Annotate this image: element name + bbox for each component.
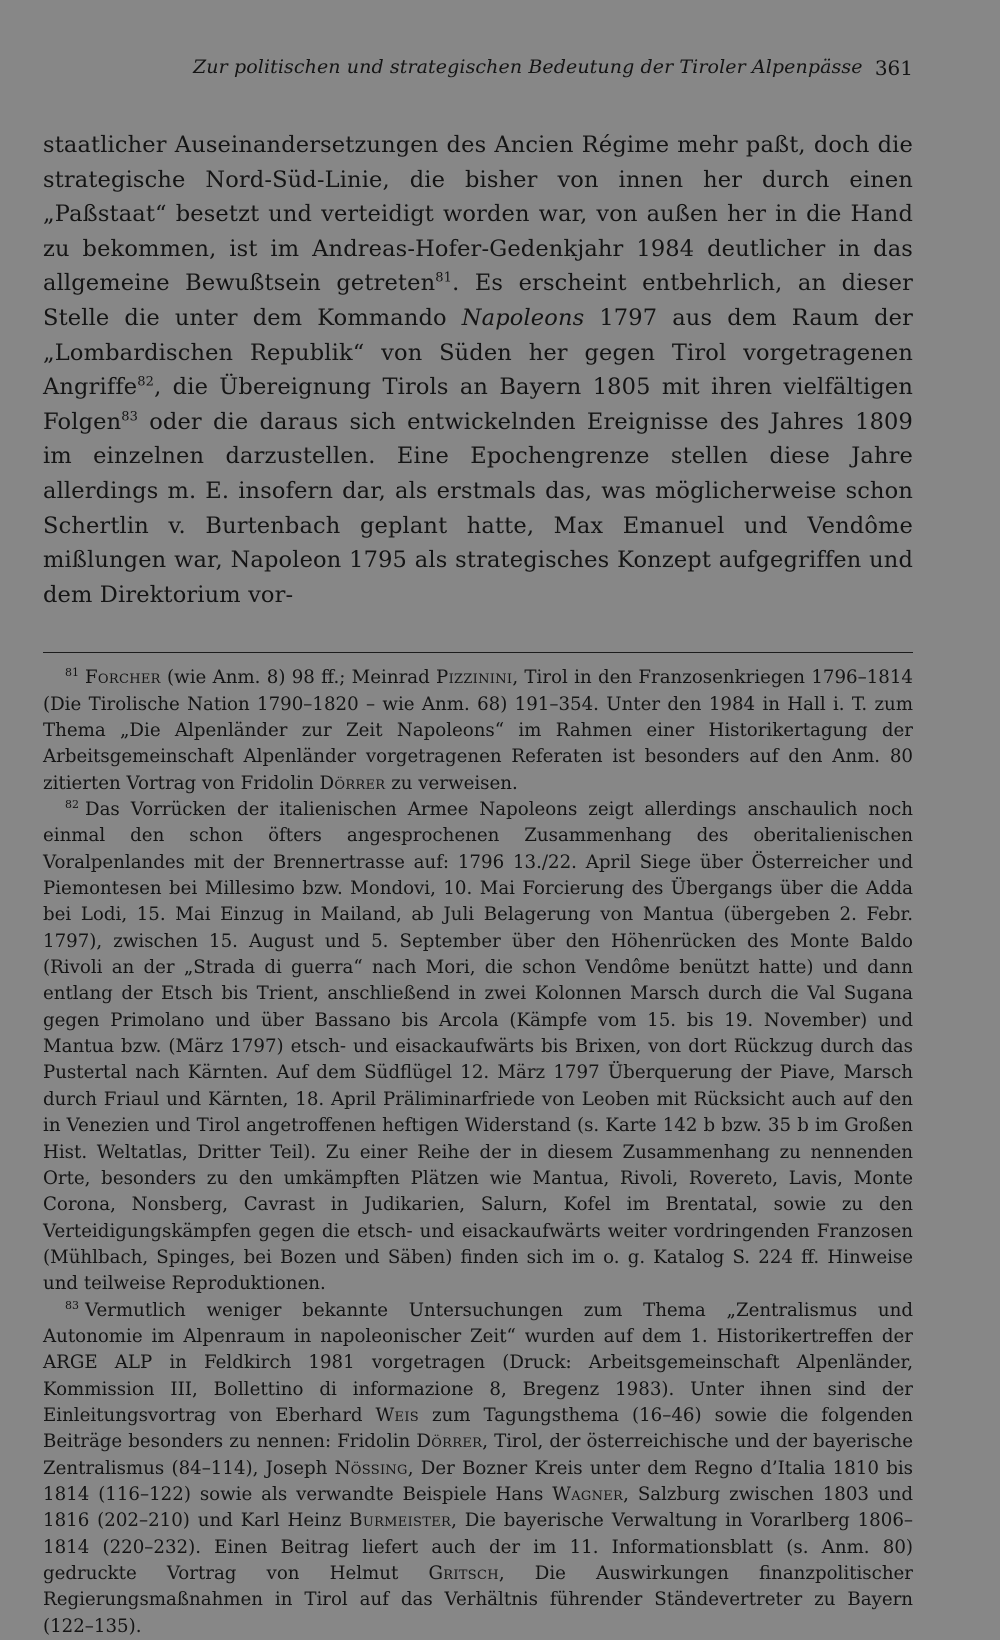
footnote-text: , Salzburg zwischen 1803 und 1816 (202–210) und Karl Heinz — [43, 1483, 913, 1532]
running-head — [43, 52, 913, 92]
footnote-number: 82 — [65, 797, 79, 811]
footnotes — [43, 665, 913, 1640]
author-name: Weis — [375, 1404, 419, 1426]
author-name: Dörrer — [416, 1431, 483, 1453]
author-name: Dörrer — [319, 772, 386, 794]
body-text-segment: , die Übereignung Tirols an Bayern 1805 mit ihren vielfältigen Folgen — [43, 374, 913, 435]
author-name: Forcher — [85, 667, 161, 689]
footnote-text: zum Tagungsthema (16–46) sowie die folgenden Beiträge besonders zu nennen: Fridolin — [43, 1404, 913, 1453]
body-text-segment: oder die daraus sich entwickelnden Ereignisse des Jahres 1809 im einzelnen darzustellen. Eine Epochengrenze stellen diese Jahre allerdings m. E. insofern dar, als erstmals das, was möglicherweise schon Schertlin v. Burtenbach geplant hatte, Max Emanuel und Vendôme mißlungen war, Napoleon 1795 als strategisches Konzept aufgegriffen und dem Direktorium vor- — [43, 408, 913, 608]
footnote-text: Das Vorrücken der italienischen Armee Napoleons zeigt allerdings anschaulich noch einmal den schon öfters angesprochenen Zusammenhang des oberitalienischen Voralpenlandes mit der Brennertrasse auf: 1796 13./22. April Siege über Österreicher und Piemontesen bei Millesimo bzw. Mondovi, 10. Mai Forcierung des Übergangs über die Adda bei Lodi, 15. Mai Einzug in Mailand, ab Juli Belagerung von Mantua (übergeben 2. Febr. 1797), zwischen 15. August und 5. September über den Höhenrücken des Monte Baldo (Rivoli an der „Strada di guerra“ nach Mori, die schon Vendôme benützt hatte) und dann entlang der Etsch bis Trient, anschließend in zwei Kolonnen Marsch durch die Val Sugana gegen Primolano und über Bassano bis Arcola (Kämpfe vom 15. bis 19. November) und Mantua bzw. (März 1797) etsch- und eisackaufwärts bis Brixen, von dort Rückzug durch das Pustertal nach Kärnten. Auf dem Südflügel 12. März 1797 Überquerung der Piave, Marsch durch Friaul und Kärnten, 18. April Präliminarfriede von Leoben mit Rücksicht auch auf den in Venezien und Tirol angetroffenen heftigen Widerstand (s. Karte 142 b bzw. 35 b im Großen Hist. Weltatlas, Dritter Teil). Zu einer Reihe der in diesem Zusammenhang zu nennenden Orte, besonders zu den umkämpften Plätzen wie Mantua, Rivoli, Rovereto, Lavis, Monte Corona, Nonsberg, Cavrast in Judikarien, Salurn, Kofel im Brentatal, sowie zu den Verteidigungskämpfen gegen die etsch- und eisackaufwärts weiter vordringenden Franzosen (Mühlbach, Spinges, bei Bozen und Säben) finden sich im o. g. Katalog S. 224 ff. Hinweise und teilweise Reproduktionen. — [43, 799, 913, 1295]
footnote-83 — [43, 1298, 913, 1640]
body-text-segment: . Es erscheint entbehrlich, an dieser Stelle die unter dem Kommando — [43, 270, 914, 331]
footnote-reference-82[interactable]: 82 — [137, 374, 155, 390]
author-name: Nössing — [334, 1457, 408, 1479]
footnote-number: 81 — [65, 666, 79, 680]
author-name: Burmeister — [349, 1510, 452, 1532]
italic-name-napoleons: Napoleons — [461, 304, 585, 331]
footnote-number: 83 — [65, 1298, 79, 1312]
footnote-text: , Die Auswirkungen finanzpolitischer Regierungsmaßnahmen in Tirol auf das Verhältnis führender Ständevertreter zu Bayern (122–135). — [43, 1563, 913, 1637]
page-number: 361 — [874, 56, 913, 80]
footnote-81 — [43, 665, 913, 797]
footnote-reference-83[interactable]: 83 — [121, 409, 139, 425]
footnote-82 — [43, 797, 913, 1298]
footnote-text: , Tirol in den Franzosenkriegen 1796–1814 (Die Tirolische Nation 1790–1820 – wie Anm. 68) 191–354. Unter den 1984 in Hall i. T. zum Thema „Die Alpenländer zur Zeit Napoleons“ im Rahmen einer Historikertagung der Arbeitsgemeinschaft Alpenländer vorgetragenen Referaten ist besonders auf den Anm. 80 zitierten Vortrag von Fridolin — [43, 667, 913, 794]
footnote-reference-81[interactable]: 81 — [435, 270, 453, 286]
footnote-text: , Der Bozner Kreis unter dem Regno d’Italia 1810 bis 1814 (116–122) sowie als verwandte Beispiele Hans — [43, 1457, 913, 1505]
body-text-segment: 1797 aus dem Raum der „Lombardischen Republik“ von Süden her gegen Tirol vorgetragenen Angriffe — [43, 304, 913, 401]
main-paragraph — [43, 128, 913, 612]
author-name: Gritsch — [428, 1563, 499, 1584]
running-title: Zur politischen und strategischen Bedeutung der Tiroler Alpenpässe — [193, 56, 863, 78]
book-page — [43, 52, 913, 1640]
author-name: Pizzinini — [436, 667, 513, 689]
author-name: Wagner — [552, 1483, 624, 1505]
footnote-divider — [43, 652, 913, 653]
footnote-text: zu verweisen. — [385, 772, 518, 794]
footnote-text: (wie Anm. 8) 98 ff.; Meinrad — [160, 667, 437, 689]
footnote-text: Vermutlich weniger bekannte Untersuchungen zum Thema „Zentralismus und Autonomie im Alpenraum in napoleonischer Zeit“ wurden auf dem 1. Historikertreffen der ARGE ALP in Feldkirch 1981 vorgetragen (Druck: Arbeitsgemeinschaft Alpenländer, Kommission III, Bollettino di informazione 8, Bregenz 1983). Unter ihnen sind der Einleitungsvortrag von Eberhard — [43, 1299, 913, 1426]
footnote-text: , Tirol, der österreichische und der bayerische Zentralismus (84–114), Joseph — [43, 1431, 913, 1479]
footnote-text: , Die bayerische Verwaltung in Vorarlberg 1806–1814 (220–232). Einen Beitrag liefert auch der im 11. Informationsblatt (s. Anm. 80) gedruckte Vortrag von Helmut — [43, 1510, 913, 1584]
body-text-segment: staatlicher Auseinandersetzungen des Ancien Régime mehr paßt, doch die strategische Nord-Süd-Linie, die bisher von innen her durch einen „Paßstaat“ besetzt und verteidigt worden war, von außen her in die Hand zu bekommen, ist im Andreas-Hofer-Gedenkjahr 1984 deutlicher in das allgemeine Bewußtsein getreten — [43, 132, 913, 297]
